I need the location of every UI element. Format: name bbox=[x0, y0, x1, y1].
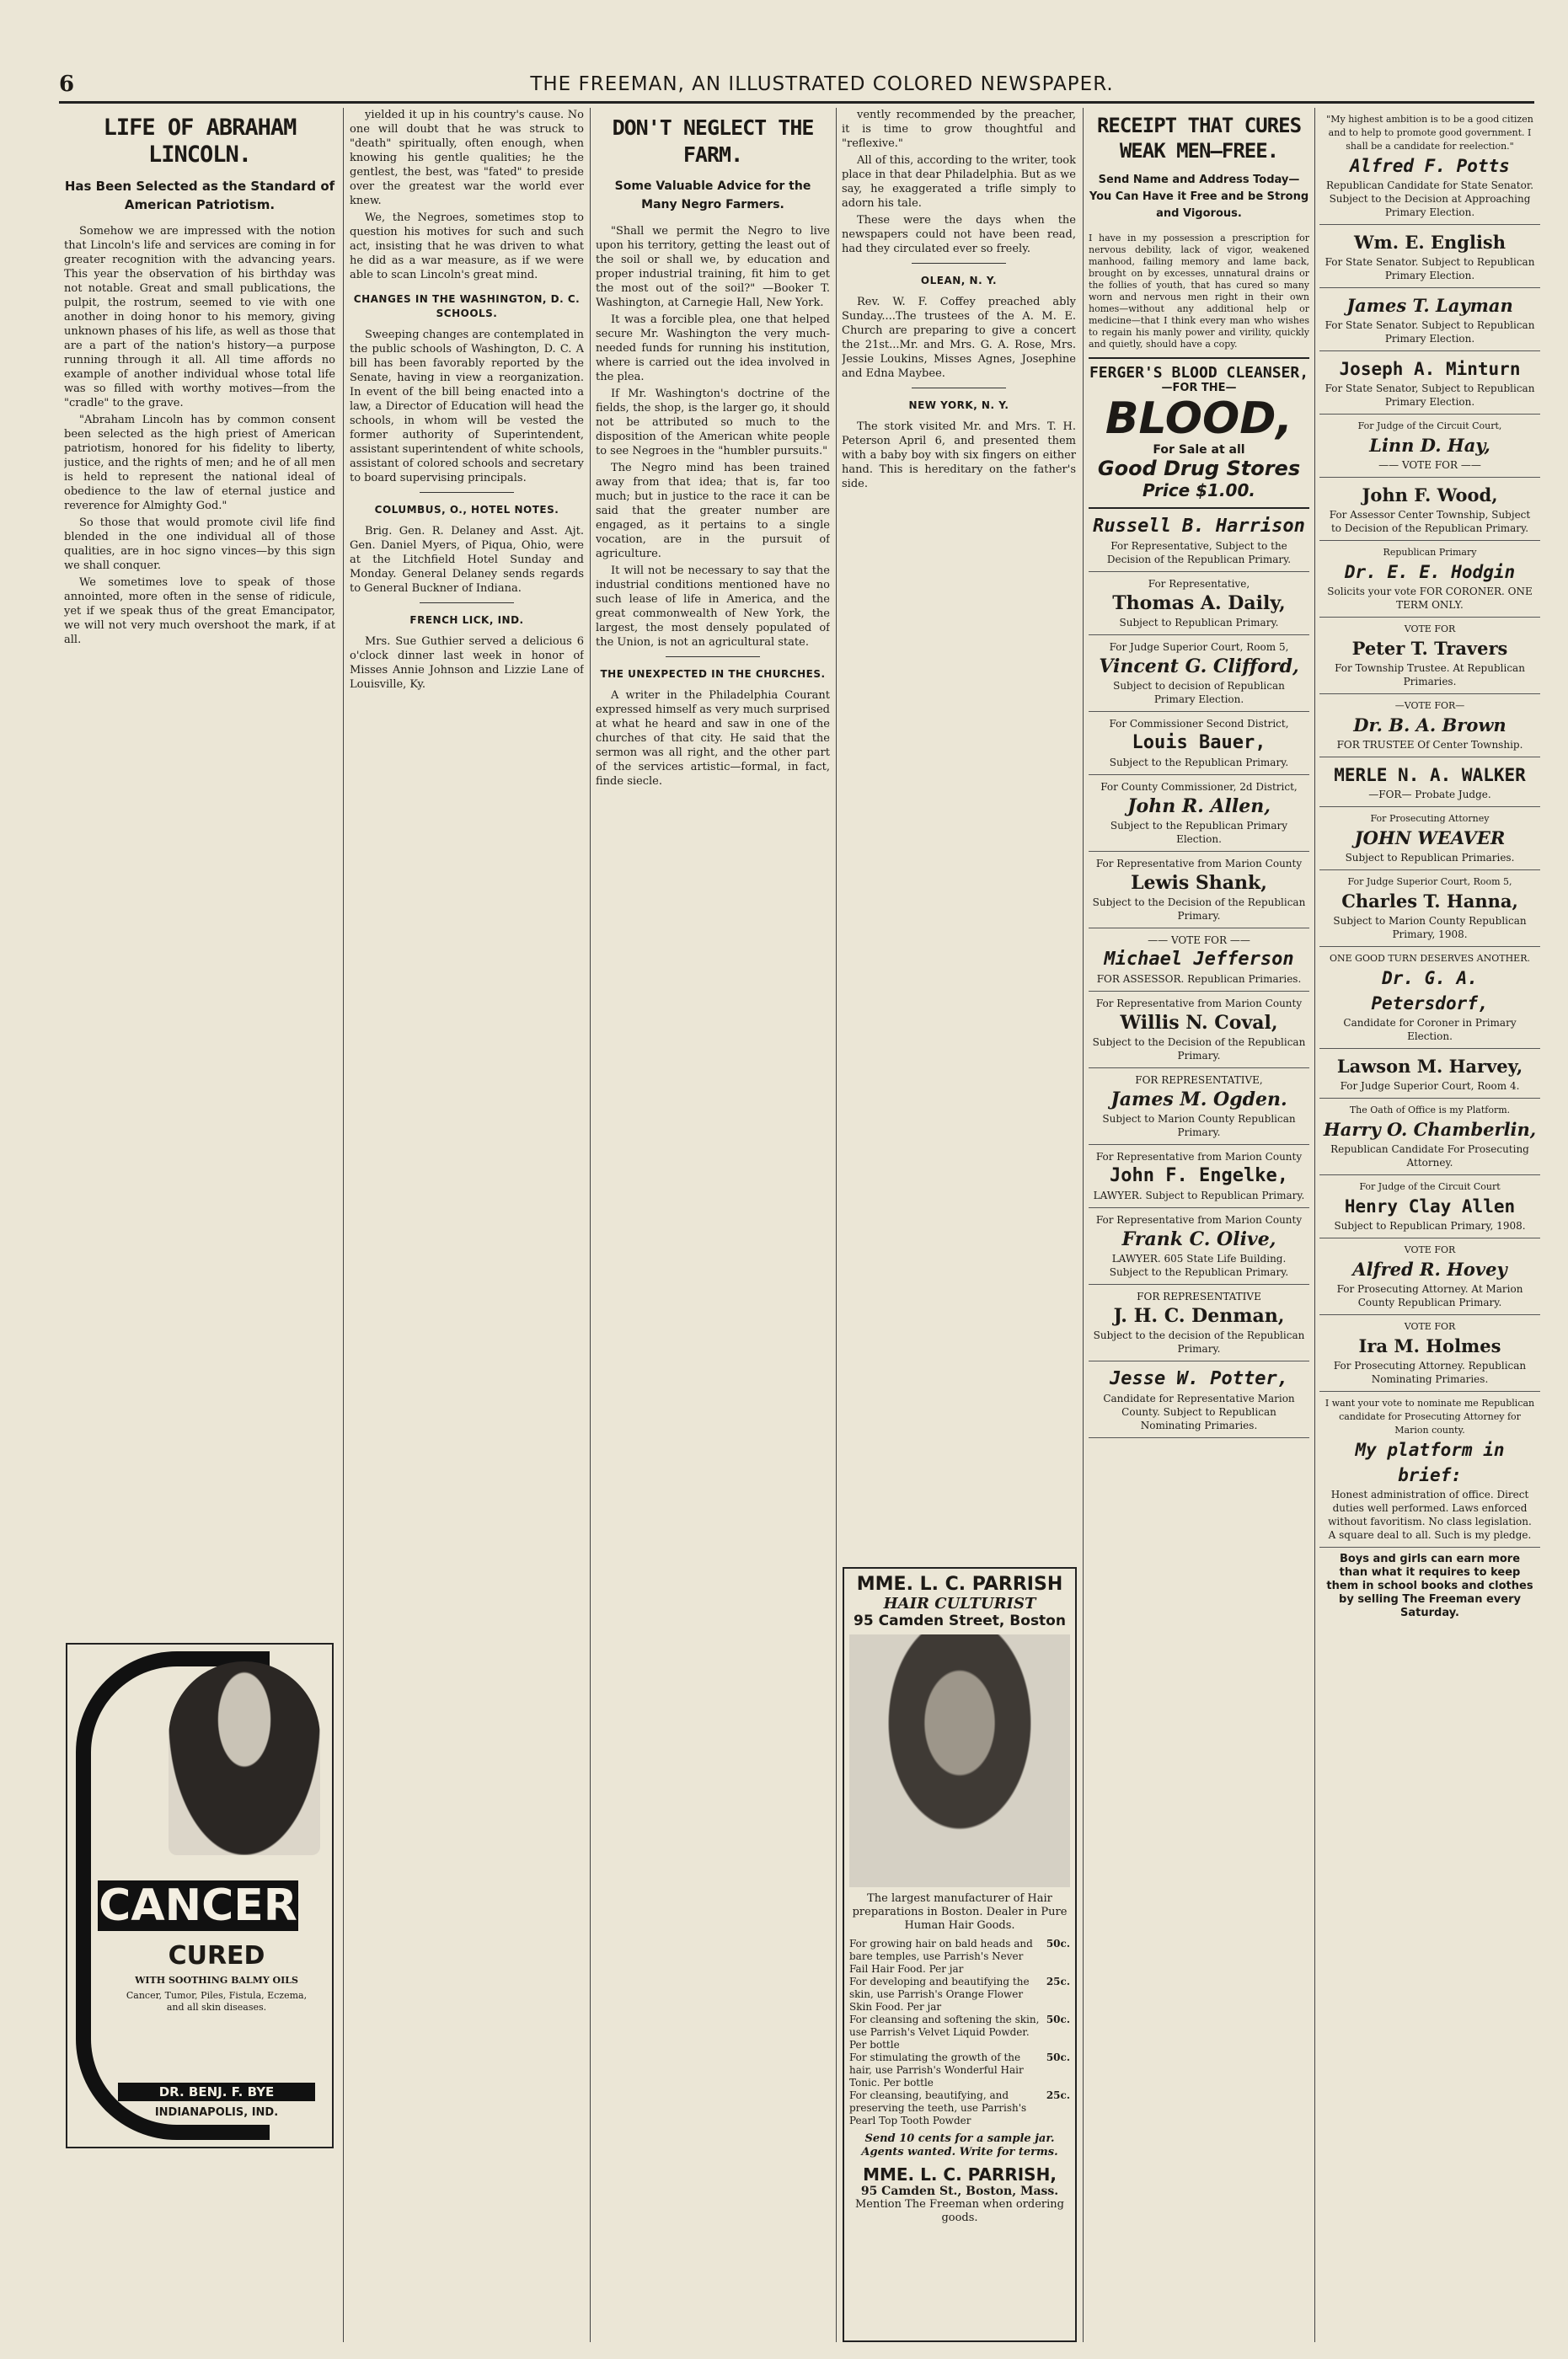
candidate-subtext: For State Senator. Subject to Republican Primary Election. bbox=[1325, 256, 1535, 281]
candidate-office: For Judge of the Circuit Court bbox=[1359, 1181, 1501, 1192]
candidate-card bbox=[1089, 1068, 1309, 1145]
candidate-card bbox=[1089, 509, 1309, 572]
candidate-office: "My highest ambition is to be a good citizen and to help to promote good government. I shall be a candidate for reelection." bbox=[1326, 114, 1533, 152]
candidate-subtext: For State Senator. Subject to Republican Primary Election. bbox=[1325, 319, 1535, 345]
candidate-card bbox=[1319, 1049, 1540, 1099]
candidate-office: FOR REPRESENTATIVE bbox=[1137, 1291, 1261, 1303]
candidate-subtext: Subject to decision of Republican Primary Election. bbox=[1113, 680, 1285, 705]
candidate-subtext: —— VOTE FOR —— bbox=[1378, 459, 1481, 471]
olean-text: Rev. W. F. Coffey preached ably Sunday....The trustees of the A. M. E. Church are preparing to give a concert the 21st...Mr. and Mrs. G. A. Rose, Mrs. Jessie Loukins, Misses Agnes, Josephine and Edna Maybee. bbox=[842, 296, 1076, 380]
candidate-name: Dr. G. A. Petersdorf, bbox=[1371, 968, 1489, 1014]
parrish-note: Send 10 cents for a sample jar. Agents wanted. Write for terms. bbox=[861, 2132, 1058, 2158]
page-header bbox=[59, 71, 1534, 98]
candidate-subtext: Subject to the Republican Primary Election. bbox=[1110, 820, 1288, 845]
candidate-name: Alfred R. Hovey bbox=[1352, 1259, 1507, 1280]
parrish-address: 95 Camden Street, Boston bbox=[854, 1613, 1066, 1629]
ferger-sale: For Sale at all bbox=[1153, 443, 1245, 457]
farm-paragraph: It was a forcible plea, one that helped secure Mr. Washington the very much-needed funds for running his institution, where is carried out the idea involved in the plea. bbox=[596, 313, 830, 383]
parrish-product-item bbox=[849, 2051, 1070, 2089]
candidate-card bbox=[1089, 1145, 1309, 1208]
candidate-subtext: Republican Candidate For Prosecuting Attorney. bbox=[1330, 1143, 1529, 1169]
product-price: 50c. bbox=[1046, 2051, 1070, 2063]
candidate-name: J. H. C. Denman, bbox=[1113, 1305, 1285, 1327]
candidate-subtext: LAWYER. Subject to Republican Primary. bbox=[1093, 1190, 1305, 1201]
candidate-name: John F. Wood, bbox=[1362, 484, 1498, 506]
candidate-name: Harry O. Chamberlin, bbox=[1323, 1119, 1537, 1140]
candidate-name: Henry Clay Allen bbox=[1344, 1196, 1516, 1217]
lincoln-deck: Has Been Selected as the Standard of American Patriotism. bbox=[64, 179, 335, 212]
candidate-office: For Representative from Marion County bbox=[1095, 998, 1303, 1009]
candidate-name: John F. Engelke, bbox=[1110, 1165, 1288, 1186]
candidate-subtext: Subject to the decision of the Republican Primary. bbox=[1093, 1329, 1305, 1355]
cancer-word: CANCER bbox=[99, 1880, 297, 1931]
lincoln-paragraph: We sometimes love to speak of those annointed, more often in the sense of ridicule, yet if we speak thus of the great Emancipator, we will not very much overshoot the mark, if at all. bbox=[64, 576, 335, 646]
candidate-subtext: LAWYER. 605 State Life Building. Subject to the Republican Primary. bbox=[1109, 1253, 1289, 1278]
product-text: For developing and beautifying the skin, use Parrish's Orange Flower Skin Food. Per jar bbox=[849, 1976, 1030, 2013]
dc-schools-headline: CHANGES IN THE WASHINGTON, D. C. SCHOOLS. bbox=[353, 293, 581, 319]
candidate-subtext: Republican Candidate for State Senator. Subject to the Decision at Approaching Primary Election. bbox=[1325, 179, 1534, 218]
unexpected-continued: vently recommended by the preacher, it is time to grow thoughtful and "reflexive." bbox=[842, 109, 1076, 150]
candidate-card bbox=[1319, 351, 1540, 415]
candidate-subtext: For Assessor Center Township, Subject to Decision of the Republican Primary. bbox=[1329, 509, 1531, 534]
parrish-product-item bbox=[849, 1938, 1070, 1976]
candidate-card bbox=[1319, 288, 1540, 351]
farm-paragraph: It will not be necessary to say that the industrial conditions mentioned have no such lease of life in America, and the great commonwealth of New York, the largest, the most densely populated of the Union, is not an agricultural state. bbox=[596, 564, 830, 649]
candidate-subtext: For Prosecuting Attorney. At Marion County Republican Primary. bbox=[1336, 1283, 1523, 1308]
parrish-name: MME. L. C. PARRISH bbox=[856, 1574, 1063, 1595]
candidate-card bbox=[1319, 1099, 1540, 1175]
parrish-ad bbox=[843, 1567, 1077, 2342]
new-york-headline: NEW YORK, N. Y. bbox=[908, 399, 1009, 411]
candidate-name: Alfred F. Potts bbox=[1350, 156, 1510, 176]
candidate-card bbox=[1319, 541, 1540, 618]
candidate-subtext: Solicits your vote FOR CORONER. ONE TERM ONLY. bbox=[1327, 586, 1533, 611]
candidate-office: ONE GOOD TURN DESERVES ANOTHER. bbox=[1330, 953, 1530, 964]
ferger-stores: Good Drug Stores bbox=[1097, 457, 1301, 480]
candidate-name: Michael Jefferson bbox=[1104, 949, 1294, 970]
column-five bbox=[1089, 108, 1309, 2349]
separator bbox=[420, 602, 513, 603]
column-rule bbox=[836, 108, 837, 2342]
candidate-card bbox=[1319, 478, 1540, 541]
candidate-name: Jesse W. Potter, bbox=[1110, 1368, 1288, 1389]
parrish-footer-name: MME. L. C. PARRISH, bbox=[863, 2164, 1057, 2185]
candidate-name: Willis N. Coval, bbox=[1120, 1012, 1278, 1034]
separator bbox=[420, 492, 513, 493]
candidate-name: Frank C. Olive, bbox=[1121, 1228, 1276, 1250]
product-text: For growing hair on bald heads and bare temples, use Parrish's Never Fail Hair Food. Per jar bbox=[849, 1938, 1033, 1975]
cancer-ad bbox=[66, 1643, 334, 2148]
candidate-name: Joseph A. Minturn bbox=[1339, 359, 1521, 379]
candidate-card bbox=[1319, 1392, 1540, 1548]
candidate-subtext: For Representative, Subject to the Decision of the Republican Primary. bbox=[1106, 540, 1292, 565]
page-number: 6 bbox=[59, 72, 75, 97]
unexpected-continued: All of this, according to the writer, took place in that dear Philadelphia. But as we say, he exaggerated a trifle simply to adorn his tale. bbox=[842, 154, 1076, 210]
parrish-mention: Mention The Freeman when ordering goods. bbox=[855, 2198, 1064, 2224]
candidate-office: For Representative from Marion County bbox=[1095, 858, 1303, 869]
olean-headline: OLEAN, N. Y. bbox=[920, 275, 998, 286]
column-six bbox=[1319, 108, 1540, 2349]
candidate-list bbox=[1319, 108, 1540, 1548]
ferger-ad bbox=[1089, 357, 1309, 500]
lincoln-continued: We, the Negroes, sometimes stop to question his motives for such and such act, insisting that he was driven to what he did as a war measure, as if we were able to scan Lincoln's great mind. bbox=[350, 211, 584, 281]
candidate-subtext: FOR TRUSTEE Of Center Township. bbox=[1336, 739, 1523, 751]
candidate-card bbox=[1089, 712, 1309, 775]
product-price: 25c. bbox=[1046, 2089, 1070, 2101]
farm-deck: Some Valuable Advice for the Many Negro Farmers. bbox=[614, 179, 811, 211]
candidate-office: For Judge Superior Court, Room 5, bbox=[1347, 876, 1512, 887]
doctor-city: INDIANAPOLIS, IND. bbox=[154, 2106, 279, 2119]
unexpected-headline: THE UNEXPECTED IN THE CHURCHES. bbox=[600, 668, 826, 680]
candidate-subtext: For State Senator, Subject to Republican Primary Election. bbox=[1325, 382, 1535, 408]
separator bbox=[666, 656, 759, 657]
lincoln-continued: yielded it up in his country's cause. No one will doubt that he was struck to "death" spiritually, often enough, when knowing his gentle qualities; he the gentlest, the best, was "fated" to preside over the greatest war the world ever knew. bbox=[350, 109, 584, 207]
candidate-subtext: Subject to Marion County Republican Primary. bbox=[1102, 1113, 1296, 1138]
ferger-for: —FOR THE— bbox=[1161, 382, 1237, 394]
candidate-office: FOR REPRESENTATIVE, bbox=[1135, 1074, 1263, 1086]
candidate-office: For Representative from Marion County bbox=[1095, 1151, 1303, 1163]
candidate-name: Lewis Shank, bbox=[1131, 872, 1267, 894]
masthead: THE FREEMAN, AN ILLUSTRATED COLORED NEWSPAPER. bbox=[530, 73, 1114, 95]
candidate-name: James M. Ogden. bbox=[1110, 1089, 1287, 1110]
candidate-name: Linn D. Hay, bbox=[1369, 435, 1490, 456]
candidate-office: Republican Primary bbox=[1383, 547, 1477, 558]
parrish-portrait bbox=[849, 1634, 1070, 1887]
farm-headline: DON'T NEGLECT THE FARM. bbox=[612, 115, 814, 167]
candidate-office: —— VOTE FOR —— bbox=[1148, 934, 1250, 946]
columbus-text: Brig. Gen. R. Delaney and Asst. Ajt. Gen. Daniel Myers, of Piqua, Ohio, were at the Litchfield Hotel Sunday and Monday. General Delaney sends regards to General Buckner of Indiana. bbox=[350, 525, 584, 595]
dc-schools-text: Sweeping changes are contemplated in the public schools of Washington, D. C. A bill has been favorably reported by the Senate, having in view a reorganization. In event of the bill being enacted into a law, a Director of Education will head the schools, in whom will be vested the former authority of Superintendent, assistant superintendent of white schools, assistant of colored schools and secretary to board supervising principals. bbox=[350, 329, 584, 484]
candidate-card bbox=[1089, 1361, 1309, 1438]
unexpected-continued: These were the days when the newspapers could not have been read, had they circulated ever so freely. bbox=[842, 214, 1076, 255]
candidate-name: Peter T. Travers bbox=[1351, 638, 1508, 659]
product-price: 50c. bbox=[1046, 1938, 1070, 1950]
parrish-product-item bbox=[849, 2014, 1070, 2051]
candidate-card bbox=[1319, 415, 1540, 478]
candidate-name: Dr. E. E. Hodgin bbox=[1344, 562, 1516, 582]
lincoln-paragraph: Somehow we are impressed with the notion that Lincoln's life and services are coming in for greater recognition with the advancing years. This year the observation of his birthday was not notable. Great and small publications, the pulpit, the rostrum, seemed to vie with one another in doing honor to his memory, giving unknown phases of his life, as well as those that are a part of the nation's history—a purpose running through it all. All time affords no example of another individual whose total life was so filled with worthy motives—from the "cradle" to the grave. bbox=[64, 225, 335, 409]
candidate-subtext: Subject to Republican Primary. bbox=[1119, 617, 1279, 629]
candidate-card bbox=[1319, 807, 1540, 870]
candidate-office: The Oath of Office is my Platform. bbox=[1349, 1105, 1511, 1115]
french-lick-text: Mrs. Sue Guthier served a delicious 6 o'clock dinner last week in honor of Misses Annie Johnson and Lizzie Lane of Louisville, Ky. bbox=[350, 635, 584, 691]
candidate-name: James T. Layman bbox=[1346, 295, 1513, 316]
candidate-subtext: Subject to the Decision of the Republican Primary. bbox=[1092, 896, 1306, 922]
candidate-office: For Representative from Marion County bbox=[1095, 1214, 1303, 1226]
candidate-card bbox=[1319, 870, 1540, 947]
separator bbox=[912, 263, 1005, 264]
candidate-card bbox=[1089, 775, 1309, 852]
parrish-footer-address: 95 Camden St., Boston, Mass. bbox=[860, 2185, 1059, 2198]
candidate-name: JOHN WEAVER bbox=[1354, 827, 1506, 848]
candidate-card bbox=[1089, 635, 1309, 712]
candidate-name: Thomas A. Daily, bbox=[1112, 592, 1286, 614]
candidate-office: VOTE FOR bbox=[1404, 623, 1456, 634]
candidate-card bbox=[1089, 572, 1309, 635]
candidate-card bbox=[1089, 992, 1309, 1068]
lincoln-headline: LIFE OF ABRAHAM LINCOLN. bbox=[103, 115, 297, 168]
product-text: For stimulating the growth of the hair, use Parrish's Wonderful Hair Tonic. Per bottle bbox=[849, 2051, 1024, 2089]
column-rule bbox=[343, 108, 344, 2342]
lincoln-paragraph: "Abraham Lincoln has by common consent been selected as the high priest of American patriotism, honored for his fidelity to liberty, justice, and the rights of men; and he of all men is held to represent the national ideal of obedience to the law of eternal justice and reverence for Almighty God." bbox=[64, 414, 335, 512]
selling-notice: Boys and girls can earn more than what it requires to keep them in school books and clothes by selling The Freeman every Saturday. bbox=[1326, 1553, 1533, 1619]
product-price: 25c. bbox=[1046, 1976, 1070, 1987]
candidate-card bbox=[1319, 1238, 1540, 1315]
candidate-office: For County Commissioner, 2d District, bbox=[1100, 781, 1298, 793]
candidate-office: For Representative, bbox=[1148, 578, 1250, 590]
candidate-name: John R. Allen, bbox=[1127, 795, 1271, 817]
doctor-portrait bbox=[169, 1661, 320, 1855]
candidate-subtext: Subject to the Republican Primary. bbox=[1109, 757, 1289, 768]
candidate-card bbox=[1319, 618, 1540, 694]
candidate-name: Russell B. Harrison bbox=[1093, 516, 1305, 537]
parrish-product-item bbox=[849, 2089, 1070, 2127]
candidate-subtext: For Township Trustee. At Republican Primaries. bbox=[1335, 662, 1525, 687]
receipt-headline: RECEIPT THAT CURES WEAK MEN—FREE. bbox=[1096, 114, 1302, 163]
candidate-list bbox=[1089, 507, 1309, 1438]
candidate-subtext: For Prosecuting Attorney. Republican Nominating Primaries. bbox=[1333, 1360, 1527, 1385]
candidate-card bbox=[1319, 225, 1540, 288]
candidate-name: Louis Bauer, bbox=[1132, 732, 1266, 753]
candidate-office: —VOTE FOR— bbox=[1394, 700, 1465, 711]
candidate-office: I want your vote to nominate me Republican candidate for Prosecuting Attorney for Marion county. bbox=[1325, 1398, 1535, 1436]
lincoln-paragraph: So those that would promote civil life find blended in the one individual all of those qualities, are in hoc signo vinces—by this sign we shall conquer. bbox=[64, 516, 335, 572]
candidate-subtext: Subject to Republican Primary, 1908. bbox=[1334, 1220, 1526, 1232]
candidate-card bbox=[1319, 757, 1540, 807]
candidate-card bbox=[1089, 1285, 1309, 1361]
column-rule bbox=[590, 108, 591, 2342]
candidate-office: VOTE FOR bbox=[1404, 1244, 1456, 1255]
ferger-price: Price $1.00. bbox=[1142, 480, 1255, 500]
candidate-subtext: Subject to Republican Primaries. bbox=[1345, 852, 1515, 864]
candidate-card bbox=[1319, 947, 1540, 1049]
farm-paragraph: The Negro mind has been trained away from that idea; that is, far too much; but in justice to the race it can be said that the greater number are engaged, as it pertains to a single vocation, are in the pursuit of agriculture. bbox=[596, 462, 830, 560]
product-text: For cleansing, beautifying, and preserving the teeth, use Parrish's Pearl Top Tooth Powder bbox=[849, 2089, 1027, 2126]
columbus-headline: COLUMBUS, O., HOTEL NOTES. bbox=[374, 504, 559, 516]
candidate-subtext: Candidate for Representative Marion County. Subject to Republican Nominating Primaries. bbox=[1103, 1393, 1295, 1431]
french-lick-headline: FRENCH LICK, IND. bbox=[409, 614, 524, 626]
candidate-name: Ira M. Holmes bbox=[1358, 1335, 1501, 1356]
candidate-card bbox=[1319, 1315, 1540, 1392]
candidate-subtext: FOR ASSESSOR. Republican Primaries. bbox=[1096, 973, 1302, 985]
column-two bbox=[350, 108, 584, 2332]
unexpected-text: A writer in the Philadelphia Courant expressed himself as very much surprised at what he heard and saw in one of the churches of that city. He said that the sermon was all right, and the other part of the services artistic—formal, in fact, finde siecle. bbox=[596, 689, 830, 788]
cancer-sub: WITH SOOTHING BALMY OILS bbox=[135, 1975, 298, 1986]
farm-paragraph: If Mr. Washington's doctrine of the fields, the shop, is the larger go, it should not be attributed so much to the disposition of the American white people to see Negroes in the "humbler pursuits." bbox=[596, 388, 830, 457]
doctor-name: DR. BENJ. F. BYE bbox=[118, 2083, 315, 2101]
candidate-subtext: Candidate for Coroner in Primary Election. bbox=[1343, 1017, 1517, 1042]
parrish-product-list bbox=[849, 1938, 1070, 2127]
candidate-office: For Judge of the Circuit Court, bbox=[1357, 420, 1502, 431]
farm-article bbox=[596, 108, 830, 2332]
receipt-deck: Send Name and Address Today—You Can Have it Free and be Strong and Vigorous. bbox=[1089, 174, 1309, 220]
cancer-desc: Cancer, Tumor, Piles, Fistula, Eczema, and all skin diseases. bbox=[126, 1990, 308, 2013]
candidate-office: VOTE FOR bbox=[1404, 1321, 1456, 1332]
ferger-blood: BLOOD, bbox=[1105, 393, 1293, 444]
candidate-subtext: Subject to the Decision of the Republican Primary. bbox=[1092, 1036, 1306, 1062]
column-rule bbox=[1314, 108, 1315, 2342]
column-four bbox=[842, 108, 1076, 1557]
candidate-card bbox=[1319, 108, 1540, 225]
candidate-name: Wm. E. English bbox=[1353, 232, 1506, 253]
candidate-office: For Prosecuting Attorney bbox=[1370, 813, 1490, 824]
candidate-subtext: —FOR— Probate Judge. bbox=[1368, 789, 1491, 800]
candidate-subtext: Honest administration of office. Direct duties well performed. Laws enforced without favoritism. No class legislation. A square deal to all. Such is my pledge. bbox=[1328, 1489, 1532, 1541]
header-rule bbox=[59, 101, 1534, 104]
column-rule bbox=[1083, 108, 1084, 2342]
candidate-name: Vincent G. Clifford, bbox=[1099, 655, 1299, 677]
candidate-card bbox=[1319, 1175, 1540, 1238]
farm-paragraph: "Shall we permit the Negro to live upon his territory, getting the least out of the soil or shall we, by education and proper industrial training, fit him to get the most out of the soil?" —Booker T. Washington, at Carnegie Hall, New York. bbox=[596, 225, 830, 309]
candidate-card bbox=[1089, 1208, 1309, 1285]
candidate-name: MERLE N. A. WALKER bbox=[1334, 765, 1526, 785]
candidate-subtext: Subject to Marion County Republican Primary, 1908. bbox=[1333, 915, 1527, 940]
candidate-card bbox=[1089, 852, 1309, 928]
new-york-text: The stork visited Mr. and Mrs. T. H. Peterson April 6, and presented them with a baby boy with six fingers on either hand. This is hereditary on the father's side. bbox=[842, 420, 1076, 490]
cured-word: CURED bbox=[168, 1941, 265, 1971]
candidate-card bbox=[1089, 928, 1309, 992]
candidate-name: Lawson M. Harvey, bbox=[1336, 1056, 1523, 1077]
candidate-name: My platform in brief: bbox=[1355, 1440, 1505, 1485]
candidate-name: Charles T. Hanna, bbox=[1341, 891, 1518, 912]
candidate-subtext: For Judge Superior Court, Room 4. bbox=[1340, 1080, 1520, 1092]
candidate-name: Dr. B. A. Brown bbox=[1353, 714, 1506, 736]
candidate-office: For Commissioner Second District, bbox=[1109, 718, 1289, 730]
candidate-office: For Judge Superior Court, Room 5, bbox=[1109, 641, 1289, 653]
parrish-desc: The largest manufacturer of Hair preparations in Boston. Dealer in Pure Human Hair Goods. bbox=[852, 1892, 1068, 1932]
parrish-product-item bbox=[849, 1976, 1070, 2014]
product-text: For cleansing and softening the skin, use Parrish's Velvet Liquid Powder. Per bottle bbox=[849, 2014, 1040, 2051]
ferger-title: FERGER'S BLOOD CLEANSER, bbox=[1089, 364, 1309, 382]
receipt-text: I have in my possession a prescription for nervous debility, lack of vigor, weakened manhood, failing memory and lame back, brought on by excesses, unnatural drains or the follies of youth, that has cured so many worn and nervous men right in their own homes—without any additional help or medicine—that I think every man who wishes to regain his manly power and virility, quickly and quietly, should have a copy. bbox=[1089, 233, 1309, 350]
product-price: 50c. bbox=[1046, 2014, 1070, 2025]
lincoln-article bbox=[64, 108, 335, 1616]
candidate-card bbox=[1319, 694, 1540, 757]
parrish-title: HAIR CULTURIST bbox=[883, 1595, 1036, 1613]
